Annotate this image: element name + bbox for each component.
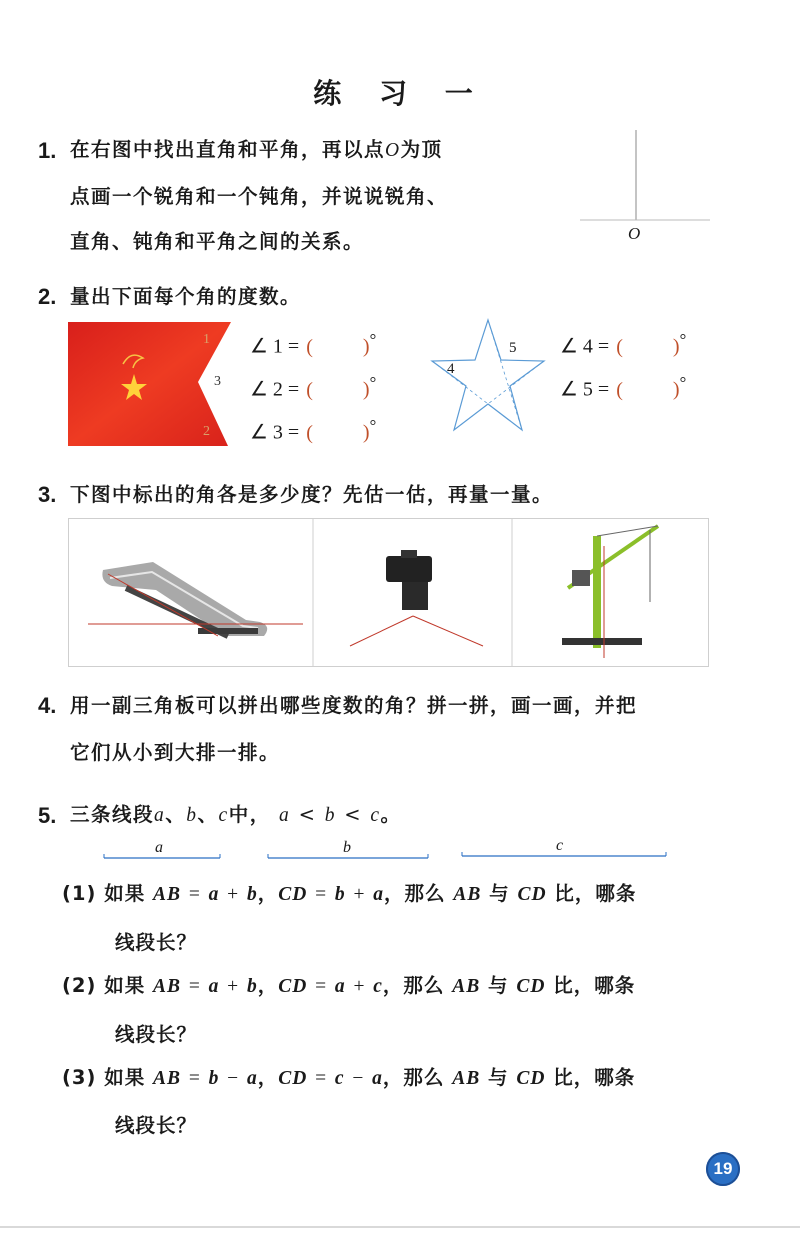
angle-3-row: ∠ 3 = ( )°	[250, 416, 377, 444]
question-text-line: 它们从小到大排一排。	[70, 741, 281, 764]
question-text-line: 点画一个锐角和一个钝角，并说说锐角、	[70, 185, 449, 208]
question-text-line: 三条线段a、b、c中， a < b < c。	[70, 803, 402, 826]
flag-angle-label: 1	[203, 332, 210, 347]
question-number: 5.	[38, 803, 57, 828]
flag-angle-label: 3	[214, 374, 221, 389]
angle-4-row: ∠ 4 = ( )°	[560, 330, 687, 358]
page-bottom-edge	[0, 1226, 800, 1228]
star-angle-label: 5	[509, 340, 517, 356]
segment-a-label: a	[155, 839, 163, 856]
sub-question-2: (2) 如果 AB = a + b，CD = a + c，那么 AB 与 CD 比，哪条	[62, 974, 636, 997]
question-text-line: 下图中标出的角各是多少度？先估一估，再量一量。	[70, 483, 554, 506]
segment-b-label: b	[343, 839, 351, 856]
question-text-line: 量出下面每个角的度数。	[70, 285, 302, 308]
angle-2-row: ∠ 2 = ( )°	[250, 373, 377, 401]
page-title: 练 习 一	[313, 77, 487, 110]
question-text-line: 直角、钝角和平角之间的关系。	[70, 230, 365, 253]
question-number: 3.	[38, 482, 57, 507]
star-angle-label: 4	[447, 361, 455, 377]
question-number: 2.	[38, 284, 57, 309]
sub-question-1-line2: 线段长？	[115, 931, 198, 954]
angle-1-row: ∠ 1 = ( )°	[250, 330, 377, 358]
sub-question-3-line2: 线段长？	[115, 1114, 198, 1137]
question-text-line: 在右图中找出直角和平角，再以点O为顶	[70, 138, 443, 161]
page-number-badge: 19	[706, 1152, 740, 1186]
question-number: 1.	[38, 138, 57, 163]
photo-panel	[68, 518, 710, 668]
vertex-o-label: O	[628, 224, 641, 243]
segment-c-label: c	[556, 837, 564, 854]
point-o-label: O	[385, 140, 401, 161]
question-number: 4.	[38, 693, 57, 718]
angle-5-row: ∠ 5 = ( )°	[560, 373, 687, 401]
question-text-line: 用一副三角板可以拼出哪些度数的角？拼一拼，画一画，并把	[70, 694, 638, 717]
sub-question-2-line2: 线段长？	[115, 1023, 198, 1046]
sub-question-1: (1) 如果 AB = a + b，CD = b + a，那么 AB 与 CD 比，哪条	[62, 882, 637, 905]
right-angle-figure	[570, 120, 720, 250]
line-segments	[100, 850, 670, 862]
flag-angle-label: 2	[203, 424, 210, 439]
sub-question-3: (3) 如果 AB = b − a，CD = c − a，那么 AB 与 CD 比，哪条	[62, 1066, 636, 1089]
